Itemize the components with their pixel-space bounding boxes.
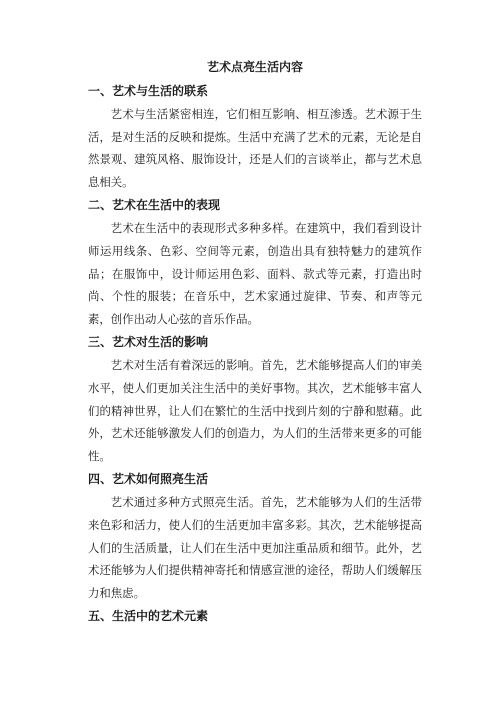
document-page [88,58,422,628]
section-3 [88,333,422,467]
document-title: 艺术点亮生活内容 [206,60,303,74]
section-paragraph: 艺术通过多种方式照亮生活。首先，艺术能够为人们的生活带来色彩和活力，使人们的生活更加丰富多彩。其次，艺术能够提高人们的生活质量，让人们在生活中更加注重品质和细节。此外，艺术还能够为人们提供精神寄托和情感宣泄的途径，帮助人们缓解压力和焦虑。 [88,495,422,600]
section-4 [88,470,422,604]
section-1 [88,82,422,193]
section-heading: 一、艺术与生活的联系 [88,84,209,98]
section-heading: 五、生活中的艺术元素 [88,609,209,624]
section-heading: 四、艺术如何照亮生活 [88,472,209,487]
section-paragraph: 艺术与生活紧密相连，它们相互影响、相互渗透。艺术源于生活，是对生活的反映和提炼。生活中充满了艺术的元素，无论是自然景观、建筑风格、服饰设计，还是人们的言谈举止，都与艺术息息相关。 [88,107,422,189]
section-5 [88,607,422,625]
section-paragraph: 艺术对生活有着深远的影响。首先，艺术能够提高人们的审美水平，使人们更加关注生活中的美好事物。其次，艺术能够丰富人们的精神世界，让人们在繁忙的生活中找到片刻的宁静和慰藉。此外，艺术还能够激发人们的创造力，为人们的生活带来更多的可能性。 [88,358,422,463]
section-2 [88,196,422,330]
section-paragraph: 艺术在生活中的表现形式多种多样。在建筑中，我们看到设计师运用线条、色彩、空间等元素，创造出具有独特魅力的建筑作品；在服饰中，设计师运用色彩、面料、款式等元素，打造出时尚、个性的服装；在音乐中，艺术家通过旋律、节奏、和声等元素，创作出动人心弦的音乐作品。 [88,221,422,326]
section-heading: 三、艺术对生活的影响 [88,335,209,350]
section-heading: 二、艺术在生活中的表现 [88,198,221,213]
